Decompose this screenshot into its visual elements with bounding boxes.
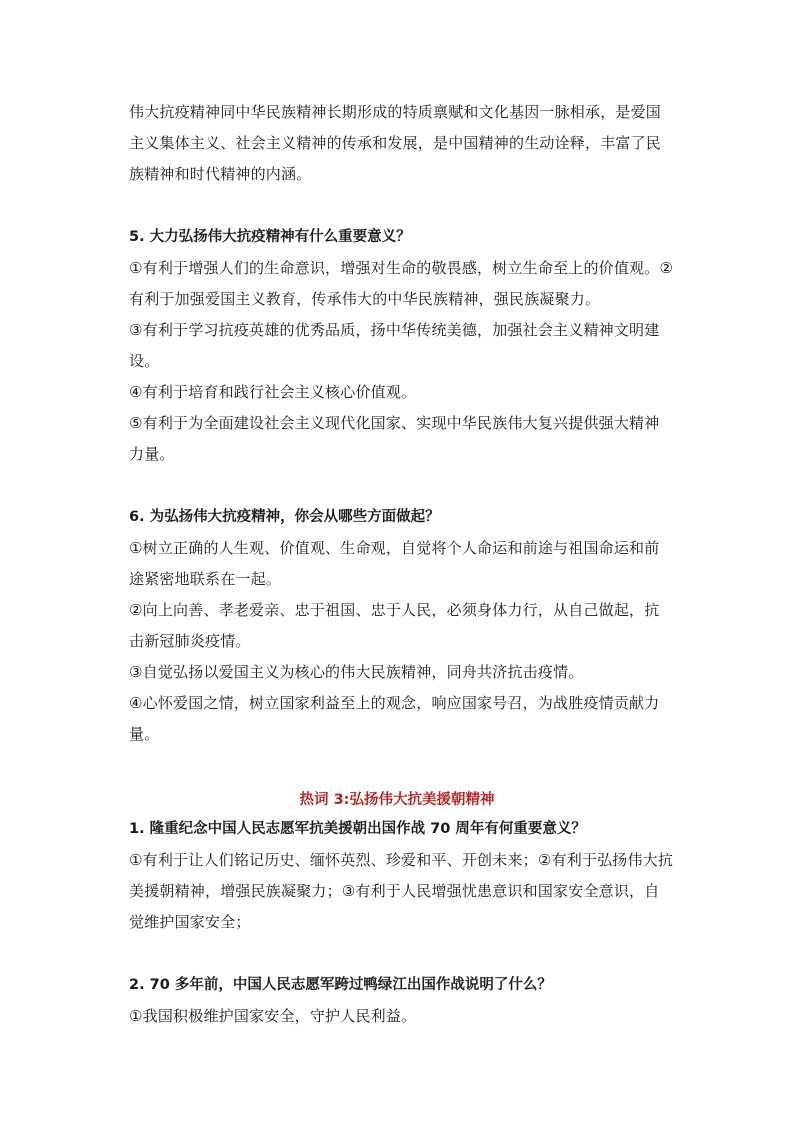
hotword-3-question-2-title: 2. 70 多年前，中国人民志愿军跨过鸭绿江出国作战说明了什么？ [129,977,552,993]
question-5-section [129,222,674,470]
answer-line: ①有利于增强人们的生命意识，增强对生命的敬畏感，树立生命至上的价值观。② [129,259,674,277]
hotword-3-question-1-title: 1. 隆重纪念中国人民志愿军抗美援朝出国作战 70 周年有何重要意义？ [129,821,586,837]
intro-line: 伟大抗疫精神同中华民族精神长期形成的特质禀赋和文化基因一脉相承，是爱国 [129,103,662,121]
question-6-title: 6. 为弘扬伟大抗疫精神，你会从哪些方面做起？ [129,509,440,525]
question-6-section [129,502,669,750]
answer-line: 击新冠肺炎疫情。 [129,632,251,650]
hotword-3-heading: 热词 3:弘扬伟大抗美援朝精神 [299,792,495,808]
answer-line: ①树立正确的人生观、价值观、生命观，自觉将个人命运和前途与祖国命运和前 [129,539,660,557]
hotword-3-question-2-section [129,970,669,1032]
answer-line: 有利于加强爱国主义教育，传承伟大的中华民族精神，强民族凝聚力。 [129,290,601,308]
answer-line: 设。 [129,352,160,370]
intro-line: 族精神和时代精神的内涵。 [129,165,312,183]
answer-line: ④心怀爱国之情，树立国家利益至上的观念，响应国家号召，为战胜疫情贡献力 [129,694,660,712]
hotword-3-question-1-section [129,814,674,938]
answer-line: ①我国积极维护国家安全，守护人民利益。 [129,1007,417,1025]
answer-line: 美援朝精神，增强民族凝聚力；③有利于人民增强忧患意识和国家安全意识，自 [129,882,660,900]
answer-line: 觉维护国家安全； [129,913,251,931]
answer-line: ③有利于学习抗疫英雄的优秀品质，扬中华传统美德，加强社会主义精神文明建 [129,321,660,339]
question-5-title: 5. 大力弘扬伟大抗疫精神有什么重要意义？ [129,229,411,245]
intro-paragraph [129,97,669,190]
answer-line: 途紧密地联系在一起。 [129,570,282,588]
answer-line: 力量。 [129,445,175,463]
answer-line: ⑤有利于为全面建设社会主义现代化国家、实现中华民族伟大复兴提供强大精神 [129,414,660,432]
answer-line: 量。 [129,725,160,743]
answer-line: ③自觉弘扬以爱国主义为核心的伟大民族精神，同舟共济抗击疫情。 [129,663,584,681]
answer-line: ②向上向善、孝老爱亲、忠于祖国、忠于人民，必须身体力行，从自己做起，抗 [129,601,660,619]
intro-line: 主义集体主义、社会主义精神的传承和发展，是中国精神的生动诠释，丰富了民 [129,134,662,152]
answer-line: ④有利于培育和践行社会主义核心价值观。 [129,383,417,401]
answer-line: ①有利于让人们铭记历史、缅怀英烈、珍爱和平、开创未来；②有利于弘扬伟大抗 [129,851,674,869]
